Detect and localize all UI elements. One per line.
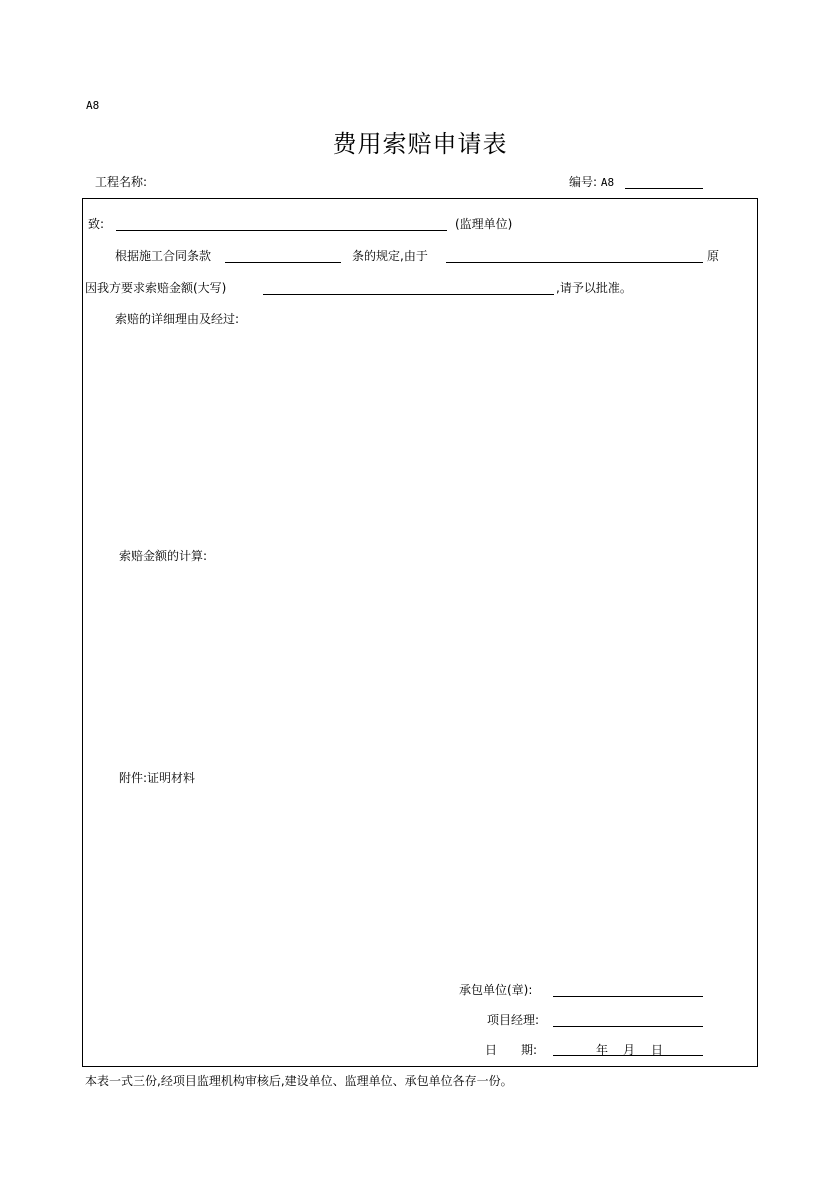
to-label: 致: xyxy=(88,217,105,231)
to-field-line xyxy=(116,230,447,231)
form-code: A8 xyxy=(86,99,100,112)
amount-field-line xyxy=(263,294,554,295)
page-title: 费用索赔申请表 xyxy=(332,130,508,158)
number-value: A8 xyxy=(600,176,615,189)
contract-text-2: 条的规定,由于 xyxy=(352,249,428,263)
number-underline xyxy=(625,188,703,189)
footer-note: 本表一式三份,经项目监理机构审核后,建设单位、监理单位、承包单位各存一份。 xyxy=(85,1074,513,1088)
project-name-label: 工程名称: xyxy=(95,175,148,189)
date-year: 年 xyxy=(596,1043,609,1057)
reason-text: 因我方要求索赔金额(大写) xyxy=(85,281,227,295)
number-field xyxy=(569,173,614,190)
reason-field-line xyxy=(446,262,703,263)
contract-text-3: 原 xyxy=(707,249,720,263)
detail-label: 索赔的详细理由及经过: xyxy=(115,312,240,326)
approve-text: ,请予以批准。 xyxy=(556,281,632,295)
manager-label: 项目经理: xyxy=(487,1013,540,1027)
manager-field-line xyxy=(553,1026,703,1027)
date-month: 月 xyxy=(623,1043,636,1057)
date-label: 日 期: xyxy=(485,1043,538,1057)
clause-field-line xyxy=(225,262,341,263)
date-field-line xyxy=(553,1055,703,1056)
contractor-label: 承包单位(章): xyxy=(459,983,533,997)
contract-text-1: 根据施工合同条款 xyxy=(115,249,212,263)
date-day: 日 xyxy=(651,1043,664,1057)
contractor-field-line xyxy=(553,996,703,997)
form-box xyxy=(82,198,758,1067)
calc-label: 索赔金额的计算: xyxy=(119,549,208,563)
number-label: 编号: xyxy=(569,175,598,189)
attachment-label: 附件:证明材料 xyxy=(119,771,196,785)
supervision-unit-label: (监理单位) xyxy=(455,217,513,231)
